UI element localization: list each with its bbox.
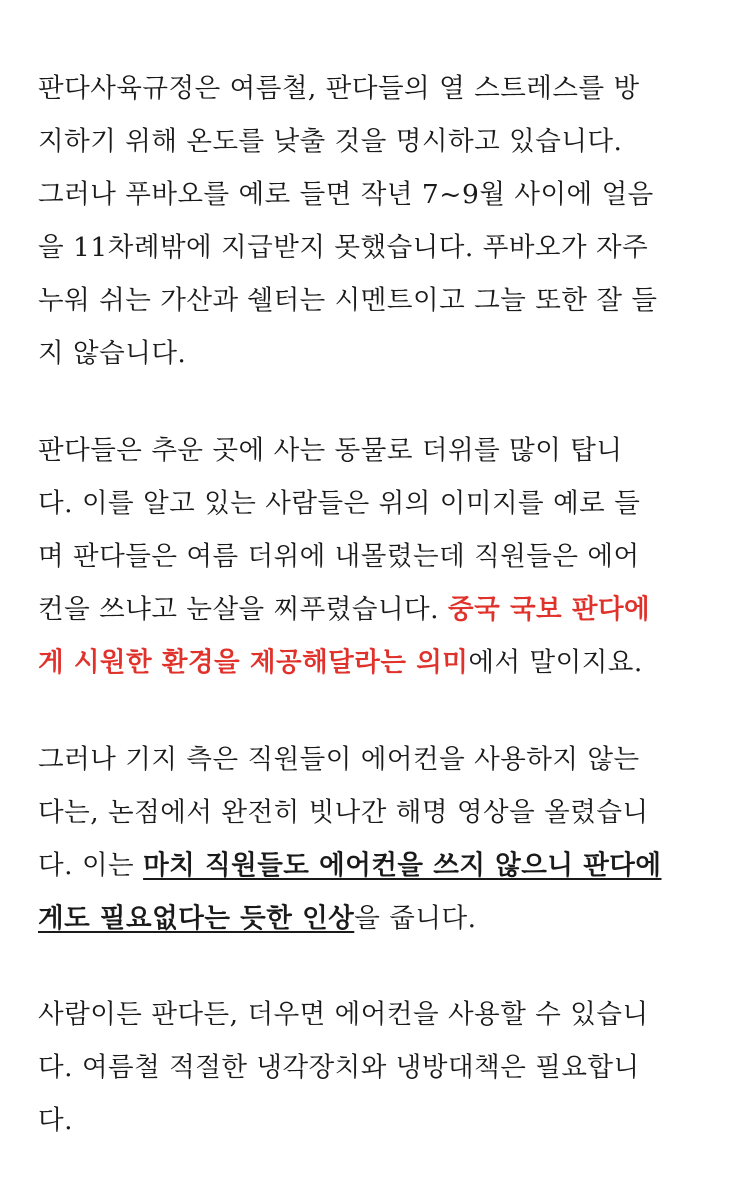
text-line: 그러나 기지 측은 직원들이 에어컨을 사용하지 않는 <box>38 744 640 775</box>
text-line <box>38 583 718 636</box>
text-line: 누워 쉬는 가산과 쉘터는 시멘트이고 그늘 또한 잘 들 <box>38 285 658 316</box>
highlight-red-text: 게 시원한 환경을 제공해달라는 의미 <box>38 647 469 678</box>
text-line <box>38 892 718 945</box>
text-plain: 다. 이는 <box>38 850 144 881</box>
paragraph-base-response <box>38 733 718 945</box>
paragraph-pandas-feel-heat <box>38 424 718 689</box>
text-line: 지 않습니다. <box>38 338 187 369</box>
text-line: 판다들은 추운 곳에 사는 동물로 더위를 많이 탑니 <box>38 435 623 466</box>
text-line: 판다사육규정은 여름철, 판다들의 열 스트레스를 방 <box>38 73 640 104</box>
highlight-red-text: 중국 국보 판다에 <box>448 594 651 625</box>
text-line: 을 11차례밖에 지급받지 못했습니다. 푸바오가 자주 <box>38 232 649 263</box>
text-plain: 컨을 쓰냐고 눈살을 찌푸렸습니다. <box>38 594 449 625</box>
text-line: 며 판다들은 여름 더위에 내몰렸는데 직원들은 에어 <box>38 541 640 572</box>
text-line: 사람이든 판다든, 더우면 에어컨을 사용할 수 있습니 <box>38 999 649 1030</box>
text-line <box>38 839 718 892</box>
text-line: 다. <box>38 1105 74 1136</box>
text-line: 다. 여름철 적절한 냉각장치와 냉방대책은 필요합니 <box>38 1052 640 1083</box>
text-line: 다는, 논점에서 완전히 빗나간 해명 영상을 올렸습니 <box>38 797 649 828</box>
text-line: 다. 이를 알고 있는 사람들은 위의 이미지를 예로 들 <box>38 488 641 519</box>
text-plain: 에서 말이지요. <box>468 647 643 678</box>
emphasis-underlined-text: 게도 필요없다는 듯한 인상 <box>38 903 355 934</box>
paragraph-heat-stress-regulation <box>38 62 718 380</box>
emphasis-underlined-text: 마치 직원들도 에어컨을 쓰지 않으니 판다에 <box>143 850 662 881</box>
text-line <box>38 636 718 689</box>
paragraph-conclusion <box>38 988 718 1147</box>
text-line: 그러나 푸바오를 예로 들면 작년 7~9월 사이에 얼음 <box>38 179 654 210</box>
text-line: 지하기 위해 온도를 낮출 것을 명시하고 있습니다. <box>38 126 623 157</box>
text-plain: 을 줍니다. <box>354 903 477 934</box>
